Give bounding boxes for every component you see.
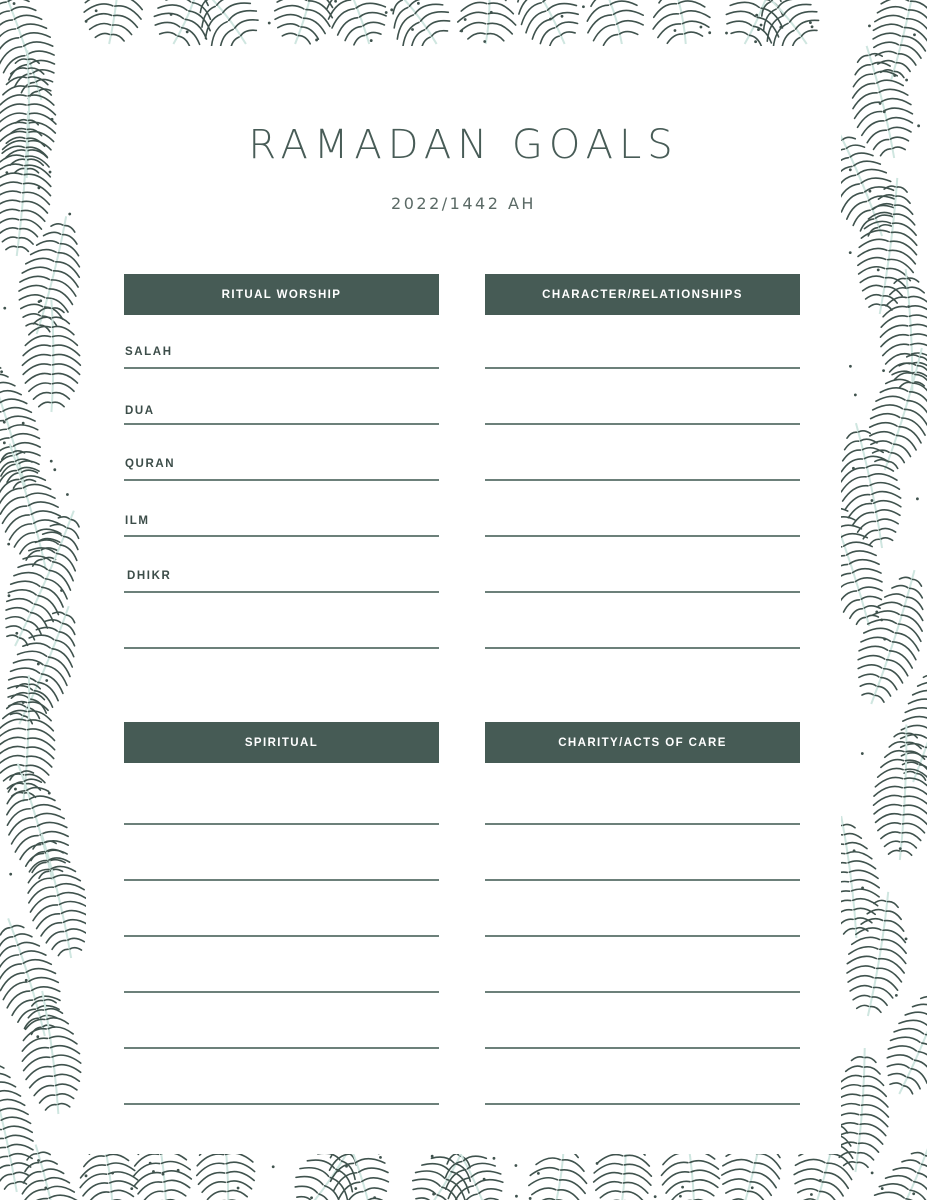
- writing-line[interactable]: [485, 479, 800, 481]
- line-label-salah: SALAH: [125, 346, 173, 358]
- writing-line[interactable]: [124, 535, 439, 537]
- writing-line[interactable]: [485, 1103, 800, 1105]
- writing-line[interactable]: [124, 479, 439, 481]
- line-label-dhikr: DHIKR: [127, 570, 172, 582]
- writing-line[interactable]: [485, 367, 800, 369]
- line-label-quran: QURAN: [125, 458, 176, 470]
- writing-line[interactable]: [485, 1047, 800, 1049]
- writing-line[interactable]: [124, 879, 439, 881]
- writing-line[interactable]: [124, 1047, 439, 1049]
- line-label-dua: DUA: [125, 405, 155, 417]
- writing-line[interactable]: [485, 647, 800, 649]
- section-header-charity-acts-of-care: CHARITY/ACTS OF CARE: [485, 722, 800, 763]
- writing-line[interactable]: [124, 823, 439, 825]
- writing-line[interactable]: [124, 647, 439, 649]
- writing-line[interactable]: [485, 879, 800, 881]
- section-header-character-relationships: CHARACTER/RELATIONSHIPS: [485, 274, 800, 315]
- writing-line[interactable]: [485, 935, 800, 937]
- section-header-ritual-worship: RITUAL WORSHIP: [124, 274, 439, 315]
- writing-line[interactable]: [124, 367, 439, 369]
- writing-line[interactable]: [124, 1103, 439, 1105]
- page-title: RAMADAN GOALS: [248, 122, 679, 168]
- writing-line[interactable]: [485, 991, 800, 993]
- writing-line[interactable]: [485, 823, 800, 825]
- writing-line[interactable]: [124, 423, 439, 425]
- writing-line[interactable]: [485, 423, 800, 425]
- writing-line[interactable]: [485, 535, 800, 537]
- writing-line[interactable]: [124, 591, 439, 593]
- section-header-spiritual: SPIRITUAL: [124, 722, 439, 763]
- writing-line[interactable]: [124, 991, 439, 993]
- line-label-ilm: ILM: [125, 515, 150, 527]
- writing-line[interactable]: [124, 935, 439, 937]
- writing-line[interactable]: [485, 591, 800, 593]
- page-subtitle: 2022/1442 AH: [391, 194, 536, 213]
